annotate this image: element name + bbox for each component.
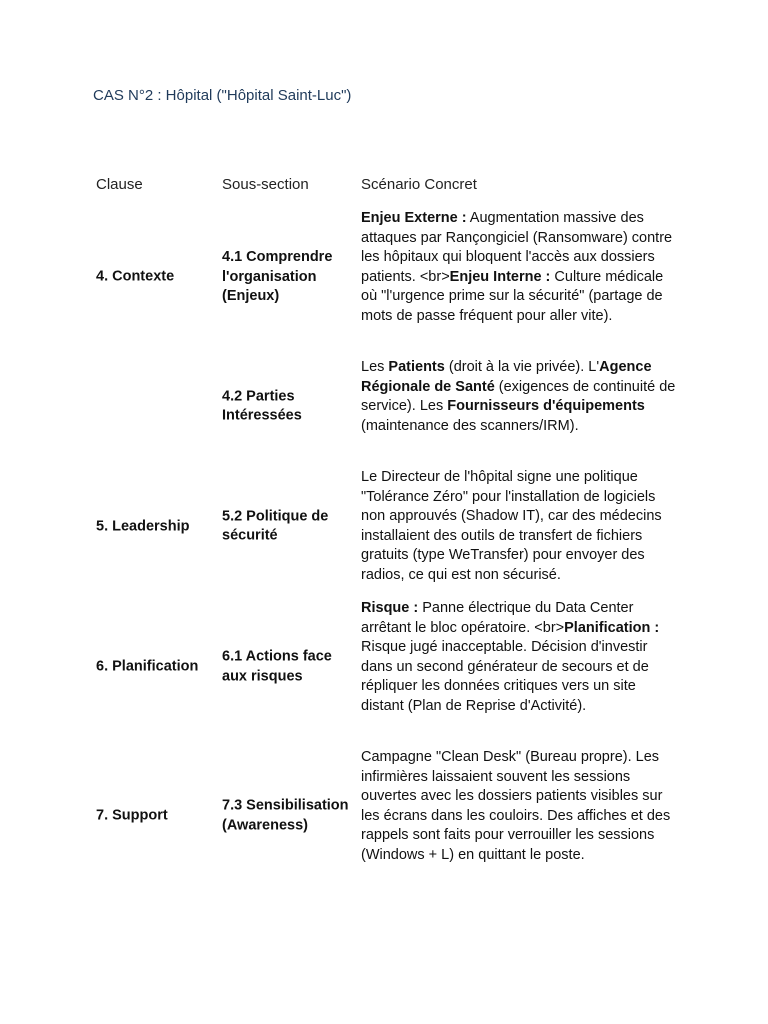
scenario-bold: Enjeu Interne : <box>449 268 551 285</box>
scenario-cell <box>361 599 681 716</box>
scenario-cell: Campagne "Clean Desk" (Bureau propre). Les infirmières laissaient souvent les sessions ouvertes avec les dossiers patients visibles sur les écrans dans les couloirs. Des affiches et des rappels sont faits pour verrouiller les sessions (Windows + L) en quittant le poste. <box>361 749 671 863</box>
scenario-text: Panne électrique du Data Center arrêtant le bloc opératoire. <br> <box>361 600 634 636</box>
scenario-text: (exigences de continuité de service). Les <box>361 378 676 414</box>
table-row <box>0 209 768 345</box>
subsection-cell: 4.2 Parties Intéressées <box>222 388 302 424</box>
scenario-cell: Le Directeur de l'hôpital signe une politique "Tolérance Zéro" pour l'installation de logiciels non approuvés (Shadow IT), car des médecins installaient des outils de transfert de fichiers gratuits (type WeTransfer) pour envoyer des radios, ce qui est non sécurisé. <box>361 469 662 583</box>
clause-cell: 4. Contexte <box>96 268 175 285</box>
scenario-text: (droit à la vie privée). L' <box>444 359 600 375</box>
table-row <box>0 748 768 884</box>
scenario-text: Les <box>361 359 389 375</box>
scenario-text: Augmentation massive des attaques par Rançongiciel (Ransomware) contre les hôpitaux qui bloquent l'accès aux dossiers patients. <br> <box>361 210 673 285</box>
table-header <box>0 176 768 196</box>
scenario-bold: Enjeu Externe : <box>361 210 467 226</box>
clause-cell: 7. Support <box>96 807 168 824</box>
scenario-bold: Risque : <box>361 600 419 616</box>
scenario-cell <box>361 209 681 326</box>
scenario-bold: Agence Régionale de Santé <box>361 359 652 395</box>
subsection-cell: 5.2 Politique de sécurité <box>222 508 329 544</box>
subsection-cell: 4.1 Comprendre l'organisation (Enjeux) <box>222 248 333 304</box>
scenario-cell <box>361 358 681 436</box>
scenario-bold: Planification : <box>564 619 660 636</box>
subsection-cell: 7.3 Sensibilisation (Awareness) <box>222 797 349 833</box>
header-subsection: Sous-section <box>222 176 309 193</box>
scenario-bold: Fournisseurs d'équipements <box>447 398 645 414</box>
scenario-text: Risque jugé inacceptable. Décision d'investir dans un second générateur de secours et de répliquer les données critiques vers un site distant (Plan de Reprise d'Activité). <box>361 639 649 714</box>
table-row <box>0 599 768 735</box>
header-scenario: Scénario Concret <box>361 176 477 193</box>
subsection-cell: 6.1 Actions face aux risques <box>222 648 332 684</box>
table-row <box>0 468 768 585</box>
header-clause: Clause <box>96 176 143 193</box>
scenario-text: (maintenance des scanners/IRM). <box>361 417 579 434</box>
clause-cell: 5. Leadership <box>96 517 190 534</box>
document-title: CAS N°2 : Hôpital ("Hôpital Saint-Luc") <box>93 87 352 104</box>
scenario-bold: Patients <box>388 359 445 375</box>
table-row <box>0 358 768 455</box>
clause-cell: 6. Planification <box>96 658 199 675</box>
scenario-text: Culture médicale où "l'urgence prime sur la sécurité" (partage de mots de passe fréquent pour aller vite). <box>361 268 664 324</box>
